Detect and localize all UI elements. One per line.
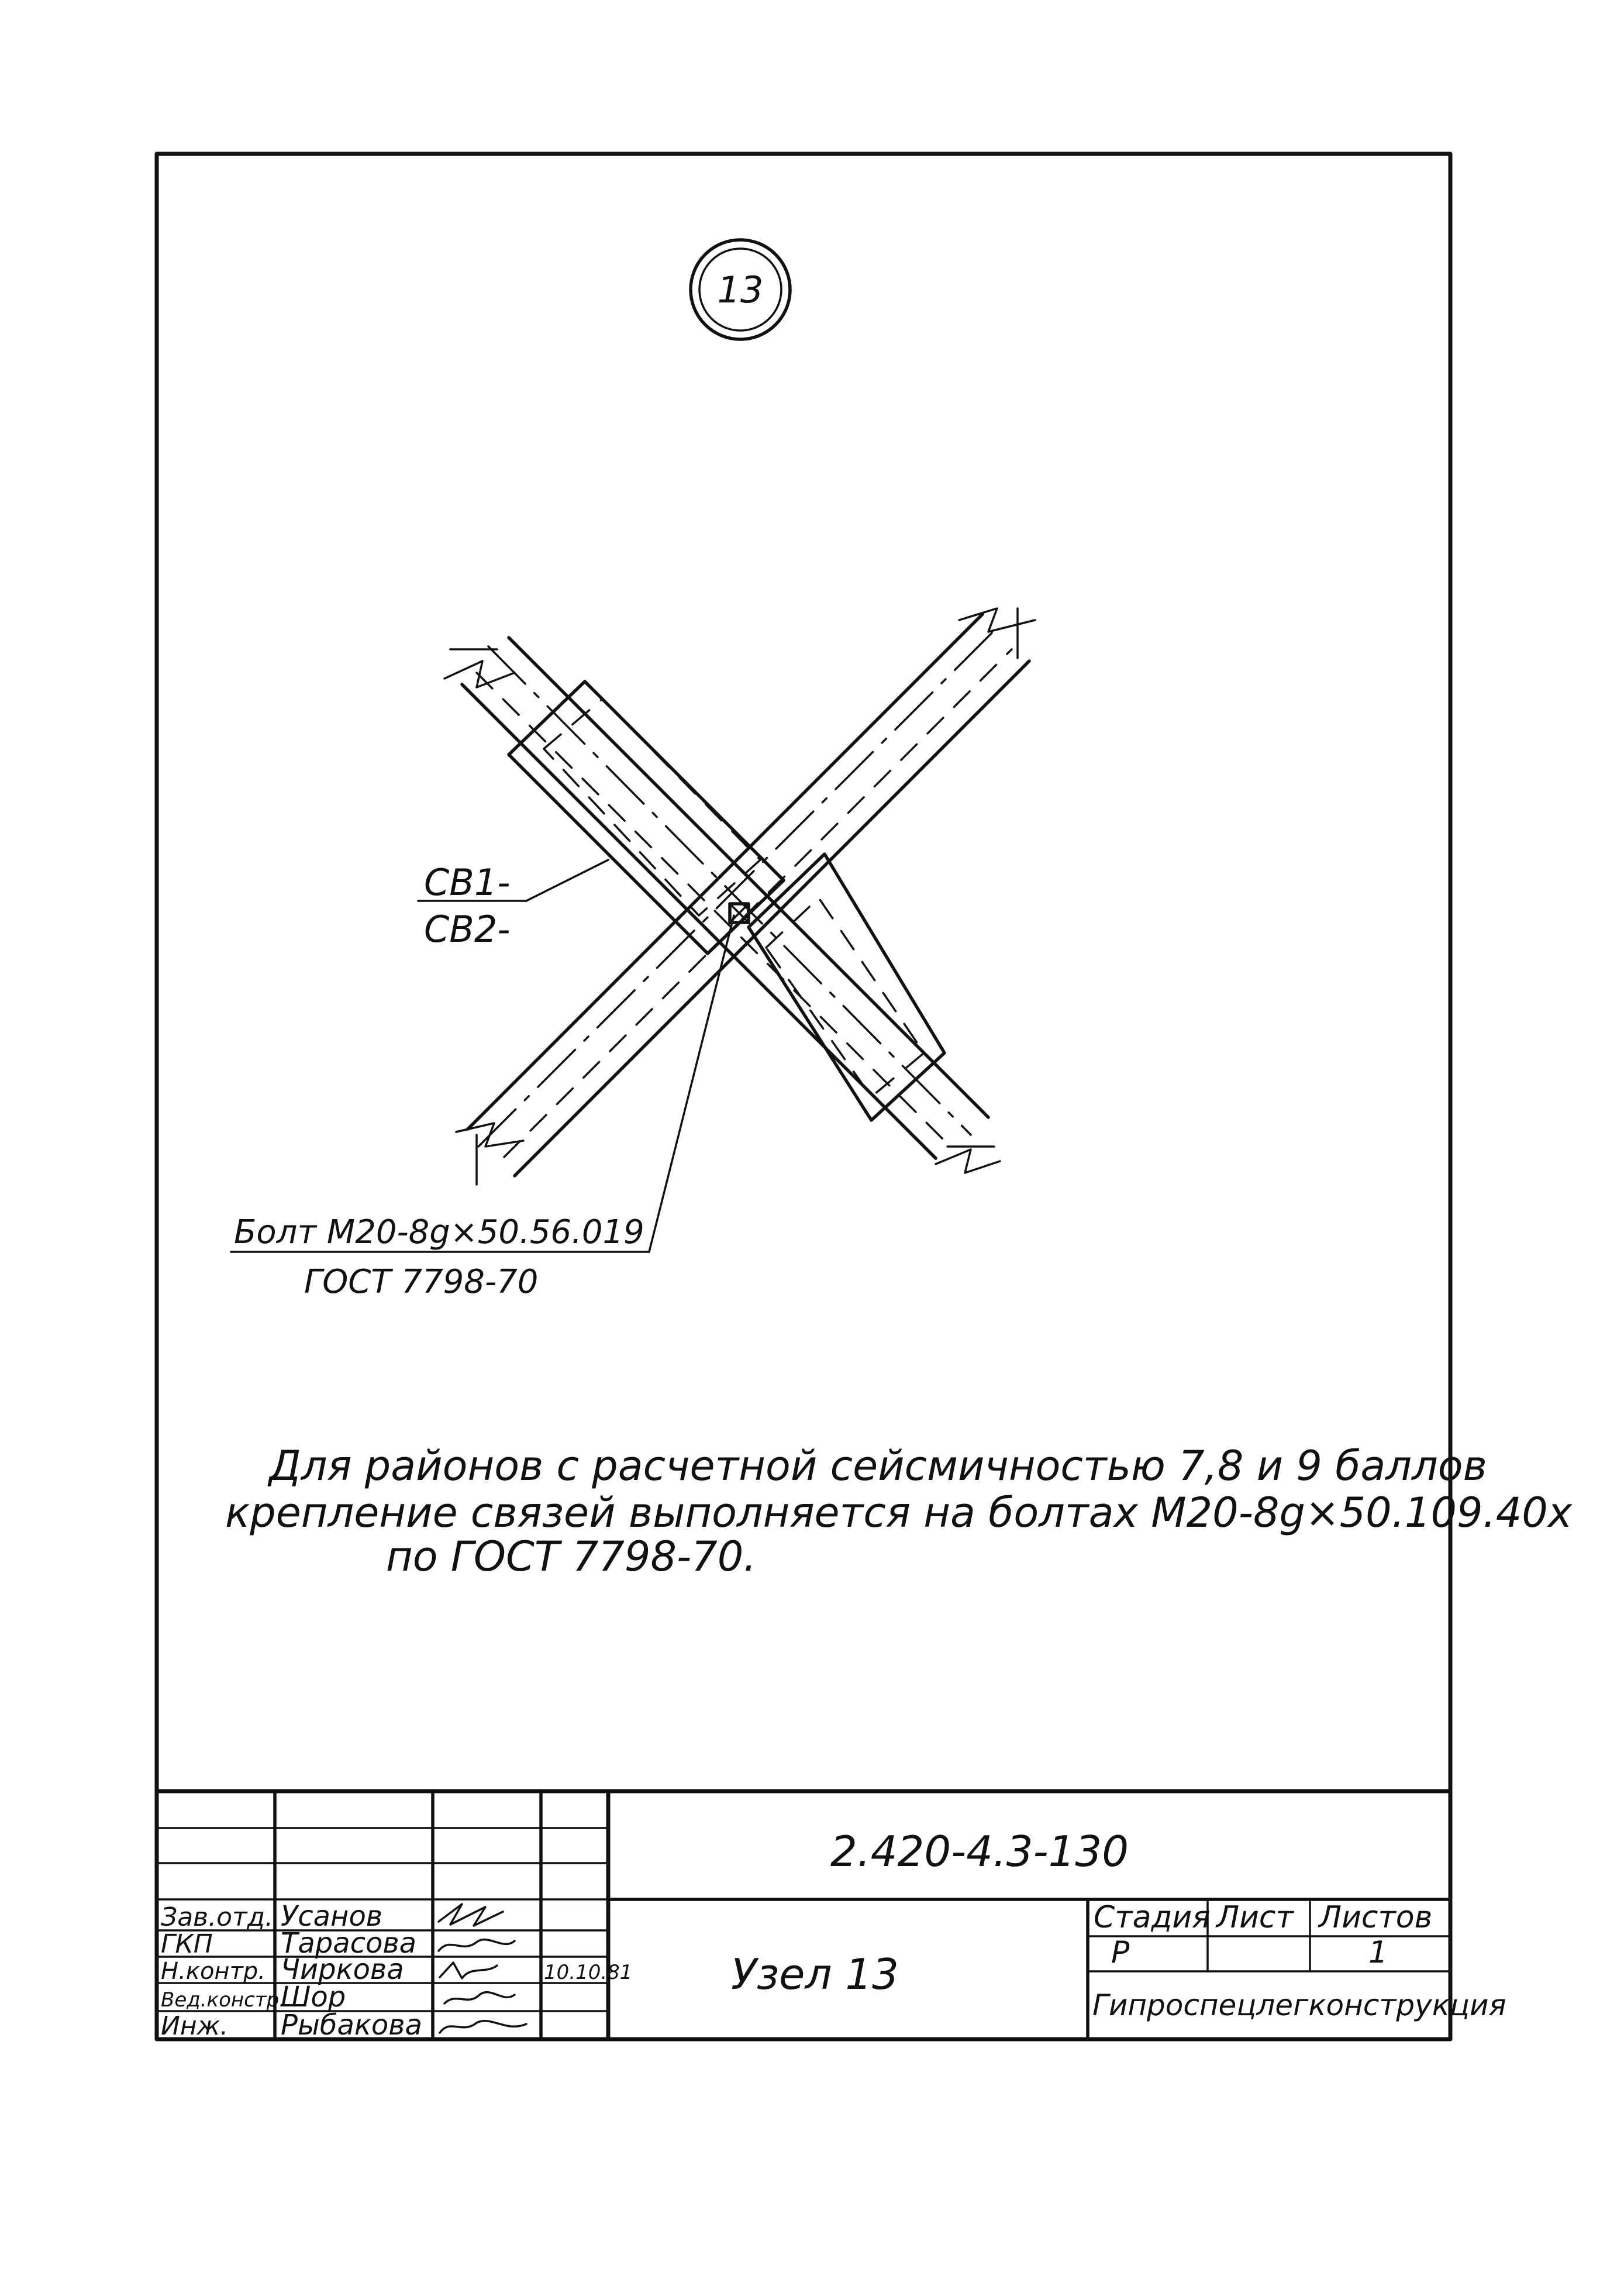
brace-mark-1: СВ1- — [424, 861, 511, 904]
stage-header: Стадия — [1094, 1900, 1211, 1935]
signature-1 — [439, 1904, 503, 1926]
role-1: Зав.отд. — [161, 1902, 274, 1932]
signature-3 — [440, 1963, 497, 1978]
gusset-plate-lower — [749, 854, 944, 1120]
role-2: ГКП — [161, 1929, 213, 1959]
organization: Гипроспецлегконструкция — [1092, 1988, 1506, 2022]
note-line2: крепление связей выполняется на болтах М20-8g×50.109.40х — [225, 1489, 1573, 1537]
note-line1: Для районов с расчетной сейсмичностью 7,8 и 9 баллов — [269, 1442, 1487, 1490]
brace-mark-callout — [418, 860, 608, 951]
bolt-callout — [231, 915, 734, 1301]
brace-mark-2: СВ2- — [424, 908, 511, 951]
sheet-title: Узел 13 — [731, 1950, 899, 1999]
seismic-note — [225, 1442, 1573, 1581]
node-marker — [691, 240, 790, 339]
bolt-callout-line2: ГОСТ 7798-70 — [304, 1263, 539, 1301]
document-code: 2.420-4.3-130 — [830, 1827, 1129, 1876]
brace-member-se — [444, 638, 1000, 1173]
name-4: Шор — [281, 1981, 346, 2013]
gusset-plate-upper — [509, 681, 784, 953]
name-5: Рыбакова — [281, 2009, 422, 2042]
role-5: Инж. — [161, 2011, 229, 2041]
sheet-frame — [157, 154, 1450, 2039]
bolt-callout-line1: Болт М20-8g×50.56.019 — [234, 1213, 644, 1251]
role-3: Н.контр. — [161, 1958, 266, 1985]
node-marker-number: 13 — [717, 269, 764, 311]
title-block — [157, 1791, 1506, 2042]
date-3: 10.10.81 — [544, 1961, 633, 1984]
signature-5 — [440, 2021, 526, 2033]
note-line3: по ГОСТ 7798-70. — [386, 1533, 757, 1581]
role-4: Вед.констр. — [161, 1988, 286, 2012]
signature-2 — [439, 1940, 515, 1951]
name-2: Тарасова — [281, 1927, 417, 1960]
sheets-header: Листов — [1319, 1900, 1433, 1935]
name-3: Чиркова — [281, 1953, 404, 1986]
sheets-value: 1 — [1368, 1935, 1388, 1970]
signature-4 — [444, 1992, 515, 2004]
stage-value: Р — [1111, 1935, 1130, 1970]
sheet-header: Лист — [1216, 1900, 1294, 1935]
name-1: Усанов — [281, 1900, 383, 1933]
brace-member-ne — [456, 608, 1035, 1185]
